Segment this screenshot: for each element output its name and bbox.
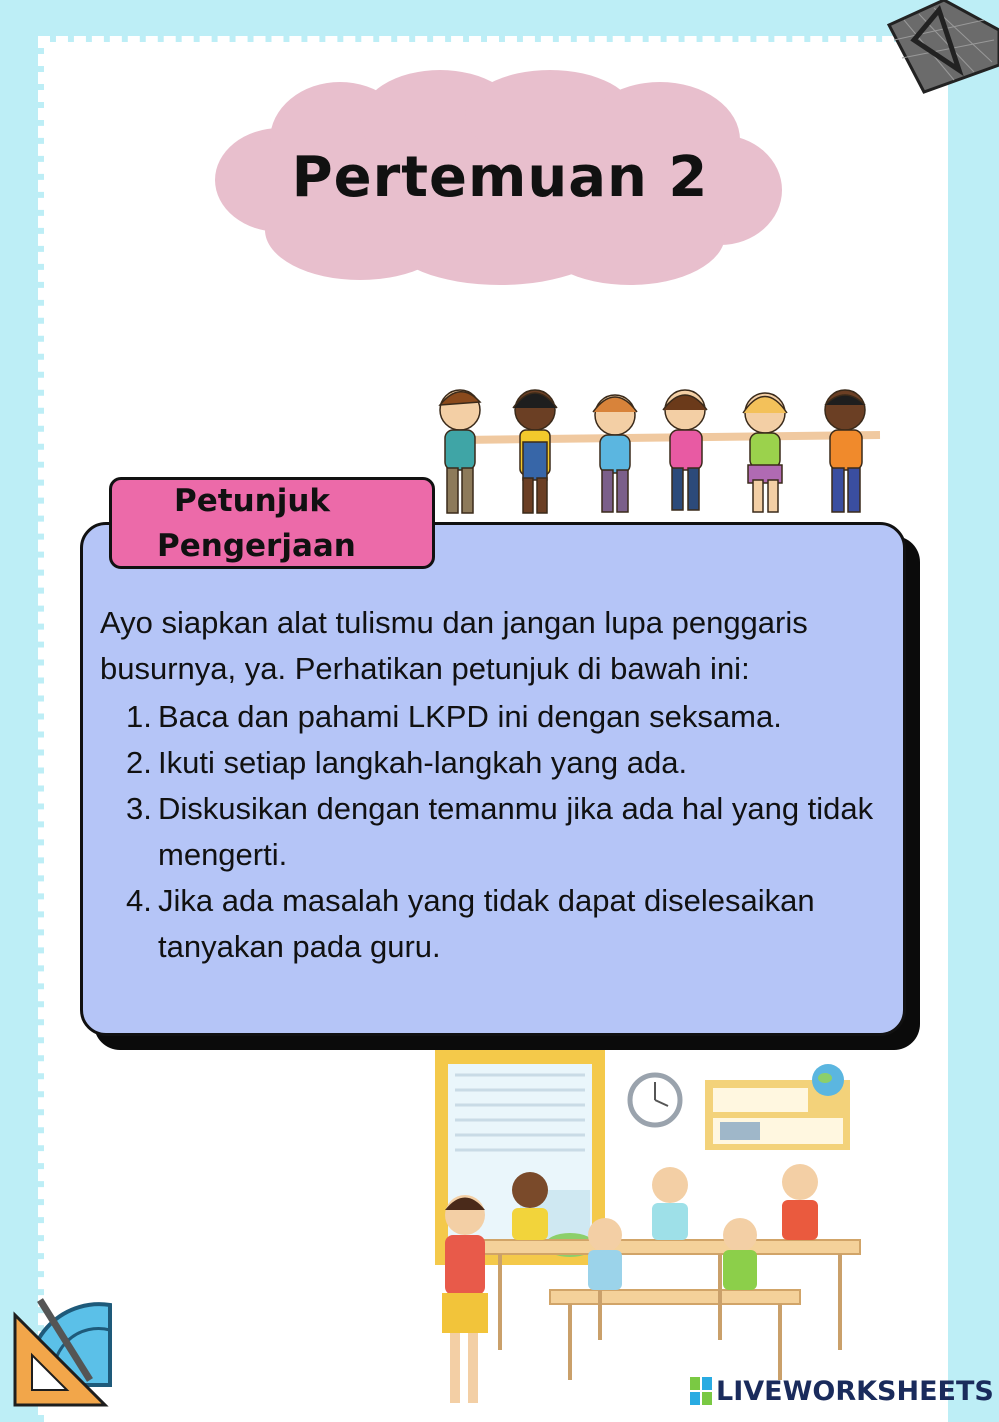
tab-label-line2: Pengerjaan: [157, 528, 356, 564]
step-text: Diskusikan dengan temanmu jika ada hal yang tidak mengerti.: [158, 791, 874, 872]
list-item: [100, 694, 890, 740]
liveworksheets-logo-icon: [690, 1377, 712, 1405]
list-item: [100, 786, 890, 878]
instruction-steps: [100, 694, 890, 970]
page-title: Pertemuan 2: [291, 145, 709, 210]
step-number: 1.: [126, 699, 152, 734]
step-text: Baca dan pahami LKPD ini dengan seksama.: [158, 699, 782, 734]
tab-label-line1: Petunjuk: [174, 483, 331, 519]
step-number: 4.: [126, 883, 152, 918]
children-holding-hands-illustration: [420, 380, 900, 525]
list-item: [100, 740, 890, 786]
instruction-tab: [109, 477, 435, 569]
logo-text: LIVEWORKSHEETS: [716, 1375, 994, 1407]
list-item: [100, 878, 890, 970]
liveworksheets-logo: [690, 1372, 994, 1410]
step-number: 2.: [126, 745, 152, 780]
step-number: 3.: [126, 791, 152, 826]
intro-text: Ayo siapkan alat tulismu dan jangan lupa penggaris busurnya, ya. Perhatikan petunjuk di bawah ini:: [100, 605, 808, 686]
geometry-tools-icon: [884, 0, 999, 95]
classroom-illustration: [420, 1050, 880, 1410]
ruler-protractor-icon: [10, 1285, 135, 1410]
title-cloud: [210, 70, 790, 290]
step-text: Ikuti setiap langkah-langkah yang ada.: [158, 745, 688, 780]
step-text: Jika ada masalah yang tidak dapat diselesaikan tanyakan pada guru.: [158, 883, 815, 964]
